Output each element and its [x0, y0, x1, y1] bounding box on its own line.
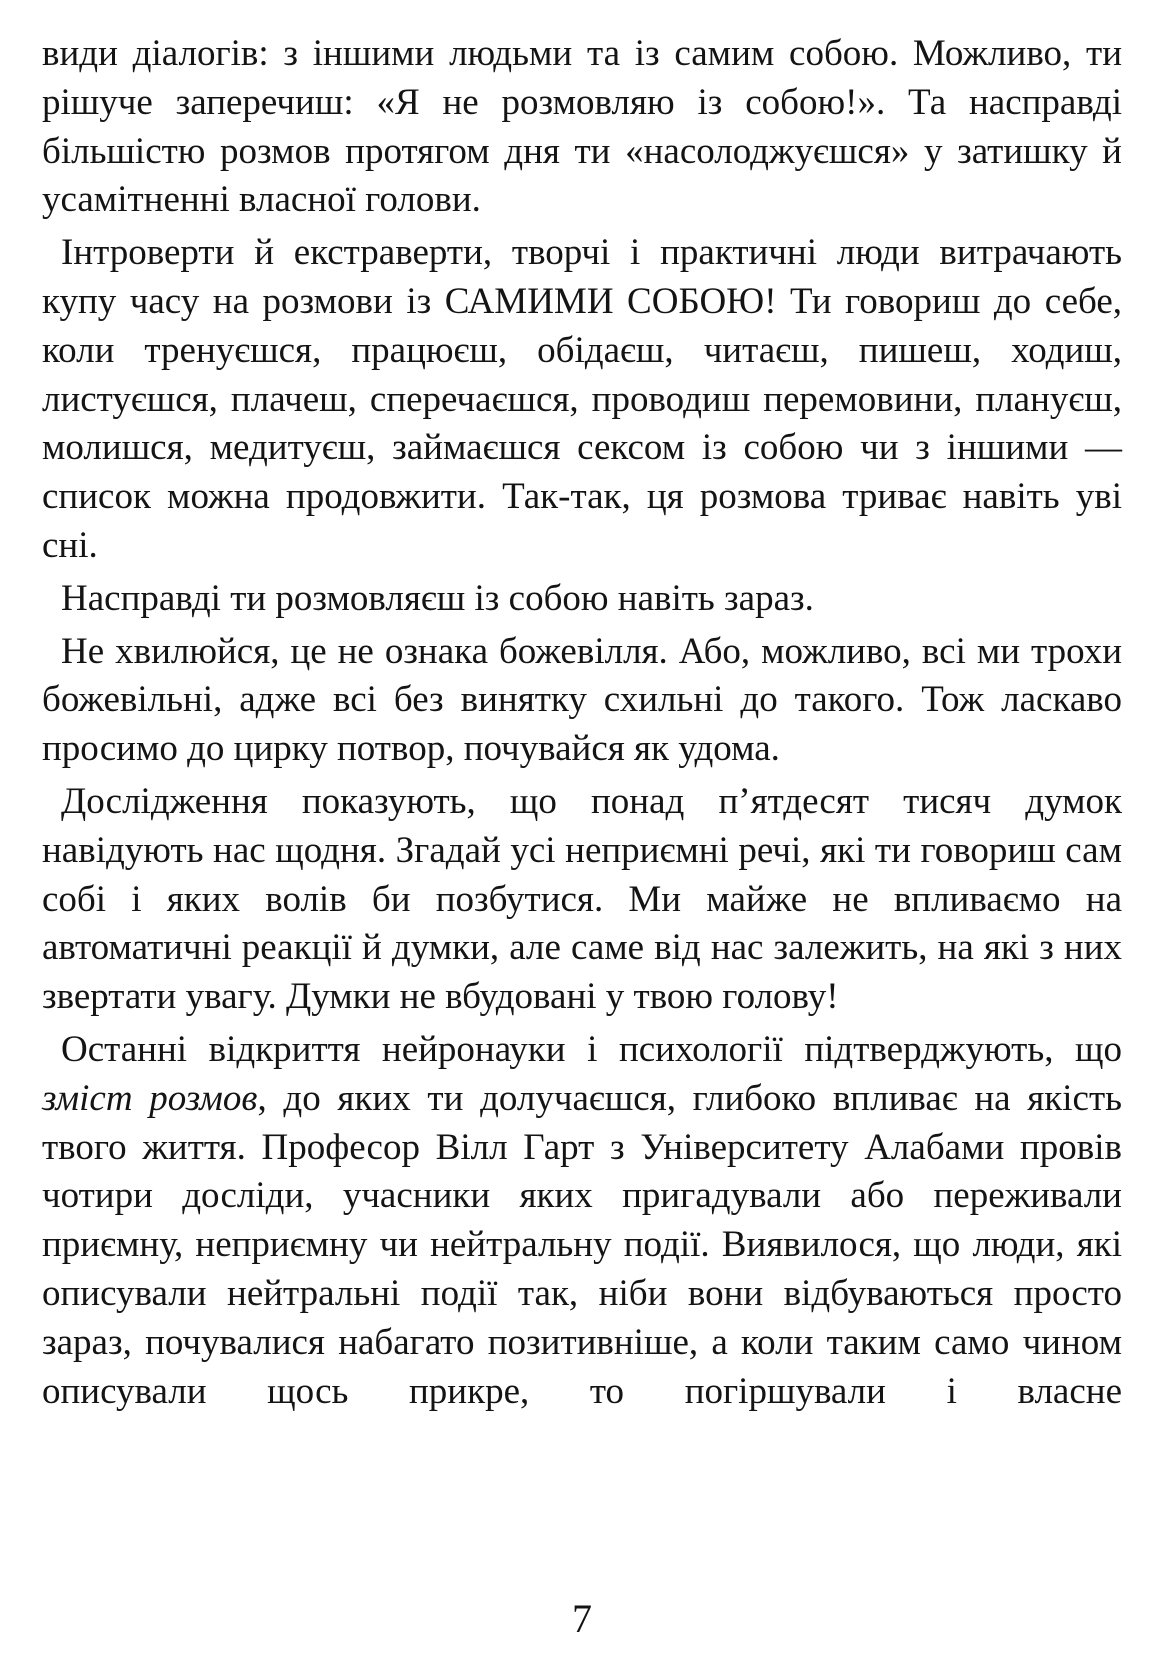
paragraph-2: Інтроверти й екстраверти, творчі і практичні люди витрачають купу часу на розмови із САМИМИ СОБОЮ! Ти говориш до себе, коли тренуєшся, працюєш, обідаєш, читаєш, пишеш, ходиш, листуєшся, плачеш, сперечаєшся, проводиш перемовини, плануєш, молишся, медитуєш, займаєшся сексом із собою чи з іншими — список можна продовжити. Так-так, ця розмова триває навіть уві сні. — [42, 232, 1122, 566]
page-number: 7 — [572, 1596, 592, 1641]
paragraph-4: Не хвилюйся, це не ознака божевілля. Або, можливо, всі ми трохи божевільні, адже всі без винятку схильні до такого. Тож ласкаво просимо до цирку потвор, почувайся як удома. — [42, 630, 1122, 770]
paragraph-3: Насправді ти розмовляєш із собою навіть зараз. — [61, 577, 814, 619]
paragraph-6-end: , до яких ти долучаєшся, глибоко впливає на якість твого життя. Професор Вілл Гарт з Університету Алабами провів чотири досліди, учасники яких пригадували або переживали приємну, неприємну чи нейтральну події. Виявилося, що люди, які описували нейтральні події так, ніби вони відбуваються просто зараз, почувалися набагато позитивніше, а коли таким само чином описували щось прикре, то погіршували і власне — [42, 1077, 1122, 1412]
page-body — [42, 30, 1122, 1590]
paragraph-5: Дослідження показують, що понад п’ятдесят тисяч думок навідують нас щодня. Згадай усі неприємні речі, які ти говориш сам собі і яких волів би позбутися. Ми майже не впливаємо на автоматичні реакції й думки, але саме від нас залежить, на які з них звертати увагу. Думки не вбудовані у твою голову! — [42, 780, 1122, 1018]
paragraph-1: види діалогів: з іншими людьми та із самим собою. Можливо, ти рішуче заперечиш: «Я не розмовляю із собою!». Та насправді більшістю розмов протягом дня ти «насолоджуєшся» у затишку й усамітненні власної голови. — [42, 33, 1122, 221]
paragraph-6-emphasis: зміст розмов — [42, 1077, 258, 1119]
paragraph-6 — [42, 1026, 1122, 1416]
paragraph-6-start: Останні відкриття нейронауки і психології підтверджують, що — [61, 1028, 1122, 1070]
